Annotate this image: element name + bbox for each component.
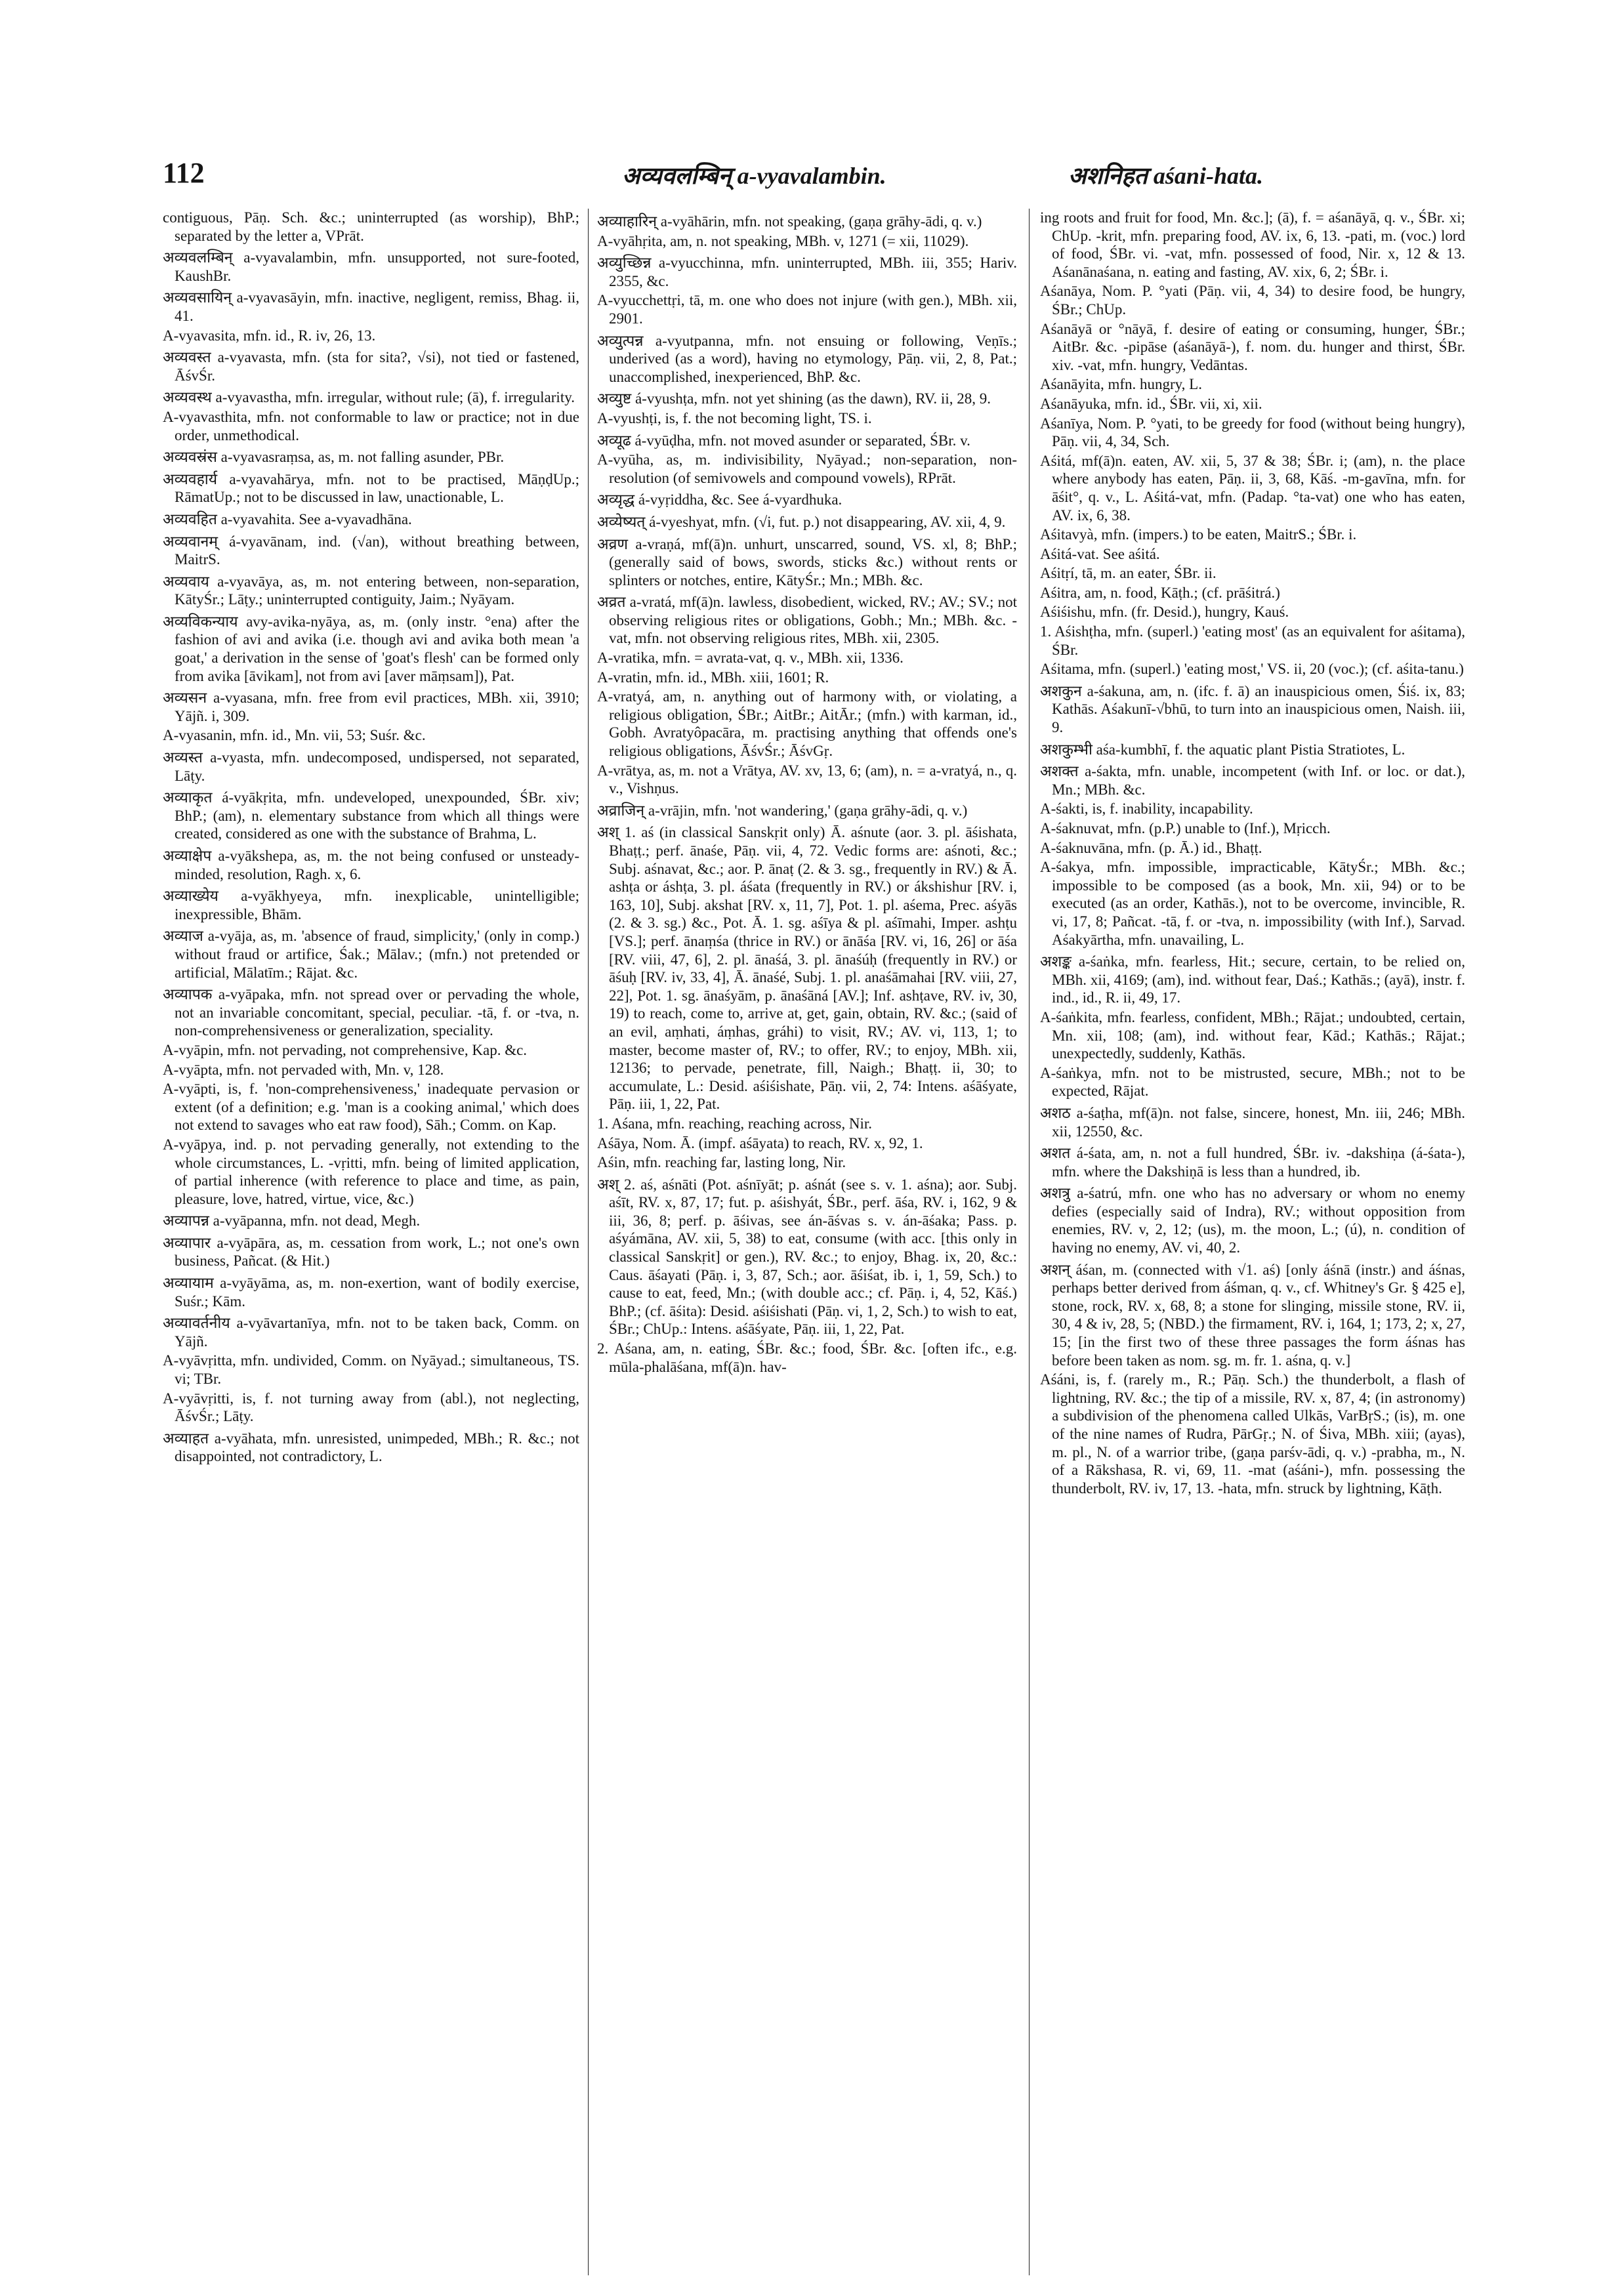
dictionary-entry: अव्यस्त a-vyasta, mfn. undecomposed, undispersed, not separated, Lāṭy. <box>163 749 579 784</box>
dictionary-entry: अशत á-śata, am, n. not a full hundred, ŚBr. iv. -dakshiṇa (á-śata-), mfn. where the Dakshiṇā is less than a hundred, ib. <box>1040 1145 1465 1180</box>
dictionary-entry: A-vratin, mfn. id., MBh. xiii, 1601; R. <box>597 669 829 686</box>
dictionary-entry: Aśanāyita, mfn. hungry, L. <box>1040 376 1202 393</box>
dictionary-entry: A-śaṅkya, mfn. not to be mistrusted, secure, MBh.; not to be expected, Rājat. <box>1040 1064 1465 1100</box>
dictionary-entry: अव्यसन a-vyasana, mfn. free from evil practices, MBh. xii, 3910; Yājñ. i, 309. <box>163 690 579 724</box>
dictionary-entry: अव्यायाम a-vyāyāma, as, m. non-exertion, want of bodily exercise, Suśr.; Kām. <box>163 1275 579 1310</box>
dictionary-entry: A-śaṅkita, mfn. fearless, confident, MBh.; Rājat.; undoubted, certain, Mn. xii, 108; (am), ind. without fear, Kād.; Kathās.; Rājat.; unexpectedly, suddenly, Kathās. <box>1040 1008 1465 1062</box>
dictionary-entry: अव्यवानम् á-vyavānam, ind. (√an), without breathing between, MaitrS. <box>163 533 579 568</box>
dictionary-entry: अव्यवस्त a-vyavasta, mfn. (sta for sita?, √si), not tied or fastened, ĀśvŚr. <box>163 349 579 384</box>
dictionary-entry: A-śaknuvāna, mfn. (p. Ā.) id., Bhaṭṭ. <box>1040 839 1262 856</box>
dictionary-entry: अव्युच्छिन्न a-vyucchinna, mfn. uninterrupted, MBh. iii, 355; Hariv. 2355, &c. <box>597 255 1017 289</box>
dictionary-entry: A-vyavasthita, mfn. not conformable to law or practice; not in due order, unmethodical. <box>163 408 579 444</box>
dictionary-entry: अश् 1. aś (in classical Sanskṛit only) Ā. aśnute (aor. 3. pl. āśishata, Bhaṭṭ.; perf. ānaśe, Pāṇ. vii, 4, 72. Vedic forms are: aśnoti, &c.; Subj. aśnavat, &c.; aor. P. ānaṭ (2. & 3. sg., frequently in RV.) & Ā. ashṭa or áshṭa, 3. pl. áśata (frequently in RV.) or ákshishur [RV. i, 163, 10], Subj. akshat [RV. x, 11, 7], Pot. 1. pl. aśema, Prec. aśyās (2. & 3. sg.) &c., Pot. Ā. 1. sg. aśīya & pl. aśīmahi, Imper. ashṭu [VS.]; perf. ānaṃśa (thrice in RV.) or ānāśa [RV. vi, 16, 26] or āśa [RV. viii, 47, 6], 2. pl. ānaśá, 3. pl. ānaśúḥ (frequently in RV.) or āśuḥ [RV. iv, 33, 4], Ā. ānaśé, Subj. 1. pl. anaśāmahai [RV. viii, 27, 22], Pot. 1. sg. ānaśyām, p. ānaśāná [AV.]; Inf. ashṭave, RV. iv, 30, 19) to reach, come to, arrive at, get, gain, obtain, RV. &c.; (said of an evil, aṃhati, áṃhas, gráhi) to visit, RV.; AV. vi, 113, 1; to master, become master of, RV.; to offer, RV.; to enjoy, MBh. xii, 12136; to pervade, penetrate, fill, Naigh.; Bhaṭṭ. ii, 30; to accumulate, L.: Desid. aśiśishate, Pāṇ. vii, 2, 74: Intens. aśāśyate, Pāṇ. iii, 1, 22, Pat. <box>597 824 1017 1113</box>
dictionary-entry: A-vyāpti, is, f. 'non-comprehensiveness,' inadequate pervasion or extent (of a definition; e.g. 'man is a cooking animal,' which does not extend to savages who eat raw food), Sāh.; Comm. on Kap. <box>163 1081 579 1134</box>
dictionary-entry: अव्यावर्तनीय a-vyāvartanīya, mfn. not to be taken back, Comm. on Yājñ. <box>163 1315 579 1350</box>
dictionary-entry: Aśanīya, Nom. P. °yati, to be greedy for food (without being hungry), Pāṇ. vii, 4, 34, Sch. <box>1040 415 1465 450</box>
dictionary-entry: अव्याख्येय a-vyākhyeya, mfn. inexplicable, unintelligible; inexpressible, Bhām. <box>163 888 579 922</box>
dictionary-entry: अव्यवहार्य a-vyavahārya, mfn. not to be practised, MāṇḍUp.; RāmatUp.; not to be discussed in law, unactionable, L. <box>163 470 579 506</box>
left-guide-word: अव्यवलम्बिन् a-vyavalambin. <box>622 163 886 189</box>
dictionary-entry: अशकुम्भी aśa-kumbhī, f. the aquatic plant Pistia Stratiotes, L. <box>1040 741 1405 758</box>
dictionary-entry: अव्यविकन्याय avy-avika-nyāya, as, m. (only instr. °ena) after the fashion of avi and avika (i.e. though avi and avika both mean 'a goat,' a derivation in the sense of 'goat's flesh' can be formed only from avika [āvikam], not from avi [aver māṃsam]), Pat. <box>163 613 579 684</box>
dictionary-entry: अश् 2. aś, aśnāti (Pot. aśnīyāt; p. aśnát (see s. v. 1. aśna); aor. Subj. aśīt, RV. x, 87, 17; fut. p. aśishyát, ŚBr., perf. āśa, RV. i, 162, 9 & iii, 36, 8; perf. p. āśivas, see án-āśvas s. v. án-āśaka; Pass. p. aśyámāna, AV. xii, 5, 38) to eat, consume (with acc. [this only in classical Sanskṛit] or gen.), RV. &c.; to enjoy, Bhag. ix, 20, &c.: Caus. āśayati (Pāṇ. i, 3, 87, Sch.; aor. āśiśat, ib. i, 1, 59, Sch.) to cause to eat, feed, Mn.; (with double acc.; cf. Pāṇ. i, 4, 52, Kāś.) BhP.; (cf. āśita): Desid. aśiśishati (Pāṇ. vi, 1, 2, Sch.) to wish to eat, ŚBr.; ChUp.: Intens. aśāśyate, Pāṇ. iii, 1, 22, Pat. <box>597 1176 1017 1338</box>
dictionary-entry: Aśāya, Nom. Ā. (impf. aśāyata) to reach, RV. x, 92, 1. <box>597 1134 923 1151</box>
dictionary-entry: Aśiśishu, mfn. (fr. Desid.), hungry, Kauś. <box>1040 604 1289 621</box>
dictionary-entry: अव्येष्यत् á-vyeshyat, mfn. (√i, fut. p.) not disappearing, AV. xii, 4, 9. <box>597 513 1006 530</box>
dictionary-entry: A-vyāvṛitta, mfn. undivided, Comm. on Nyāyad.; simultaneous, TS. vi; TBr. <box>163 1352 579 1388</box>
dictionary-entry: अव्यवलम्बिन् a-vyavalambin, mfn. unsupported, not sure-footed, KaushBr. <box>163 249 579 284</box>
dictionary-entry: अव्रत a-vratá, mf(ā)n. lawless, disobedient, wicked, RV.; AV.; SV.; not observing religious rites or obligations, Gobh.; Mn.; MBh. &c. -vat, mfn. not observing religious rites, MBh. xii, 2305. <box>597 594 1017 647</box>
page-header <box>163 156 1465 202</box>
dictionary-entry: अव्यापन्न a-vyāpanna, mfn. not dead, Megh. <box>163 1212 421 1230</box>
dictionary-entry: अव्युत्पन्न a-vyutpanna, mfn. not ensuing or following, Veṇīs.; underived (as a word), having no etymology, Pāṇ. vii, 2, 8, Pat.; unaccomplished, inexperienced, BhP. &c. <box>597 332 1017 385</box>
dictionary-entry: A-vyūha, as, m. indivisibility, Nyāyad.; non-separation, non-resolution (of semivowels and compound vowels), RPrāt. <box>597 451 1017 486</box>
column-2 <box>597 209 1017 2275</box>
dictionary-entry: अव्यवस्रंस a-vyavasraṃsa, as, m. not falling asunder, PBr. <box>163 449 505 466</box>
dictionary-entry: A-vyasanin, mfn. id., Mn. vii, 53; Suśr. &c. <box>163 727 426 744</box>
dictionary-entry: A-vyushṭi, is, f. the not becoming light, TS. i. <box>597 409 872 426</box>
dictionary-entry: अव्यवहित a-vyavahita. See a-vyavadhāna. <box>163 510 412 527</box>
dictionary-entry: अव्यूढ á-vyūḍha, mfn. not moved asunder or separated, ŚBr. v. <box>597 432 970 449</box>
column-3 <box>1040 209 1465 2275</box>
right-guide-word: अशनिहत aśani-hata. <box>1068 163 1263 189</box>
dictionary-entry: अशन् áśan, m. (connected with √1. aś) [only áśnā (instr.) and áśnas, perhaps better derived from áśman, q. v., cf. Whitney's Gr. § 425 e], stone, rock, RV. x, 68, 8; a stone for slinging, missile stone, RV. ii, 30, 4 & iv, 28, 5; (NBD.) the firmament, RV. i, 164, 1; 173, 2; x, 27, 15; [in the first two of these three passages the form áśnas has before been taken as nom. sg. m. fr. 1. aśna, q. v.] <box>1040 1261 1465 1369</box>
dictionary-entry: A-vratika, mfn. = avrata-vat, q. v., MBh. xii, 1336. <box>597 650 904 667</box>
dictionary-entry: Aśitá-vat. See aśitá. <box>1040 545 1160 562</box>
dictionary-entry: A-vyāpin, mfn. not pervading, not comprehensive, Kap. &c. <box>163 1041 528 1058</box>
dictionary-entry: अव्यवस्थ a-vyavastha, mfn. irregular, without rule; (ā), f. irregularity. <box>163 389 575 406</box>
dictionary-entry: Aśanāya, Nom. P. °yati (Pāṇ. vii, 4, 34) to desire food, be hungry, ŚBr.; ChUp. <box>1040 283 1465 318</box>
dictionary-entry: अव्याक्षेप a-vyākshepa, as, m. the not being confused or unsteady-minded, resolution, Ragh. x, 6. <box>163 848 579 882</box>
dictionary-entry: अव्राजिन् a-vrājin, mfn. 'not wandering,' (gaṇa grāhy-ādi, q. v.) <box>597 802 968 819</box>
dictionary-entry: अशक्त a-śakta, mfn. unable, incompetent (with Inf. or loc. or dat.), Mn.; MBh. &c. <box>1040 763 1465 798</box>
column-1 <box>163 209 579 2275</box>
dictionary-entry: A-vrātya, as, m. not a Vrātya, AV. xv, 13, 6; (am), n. = a-vratyá, n., q. v., Vishṇus. <box>597 762 1017 797</box>
dictionary-entry: अशङ्क a-śaṅka, mfn. fearless, Hit.; secure, certain, to be relied on, MBh. xii, 4169; (am), ind. without fear, Daś.; Kathās.; (ayā), instr. f. ind., id., R. ii, 49, 17. <box>1040 953 1465 1006</box>
dictionary-entry: अव्याहारिन् a-vyāhārin, mfn. not speaking, (gaṇa grāhy-ādi, q. v.) <box>597 213 982 230</box>
dictionary-entry: ing roots and fruit for food, Mn. &c.]; (ā), f. = aśanāyā, q. v., ŚBr. xi; ChUp. -krit, mfn. preparing food, AV. ix, 6, 13. -pati, m. (voc.) lord of food, ŚBr. vi. -vat, mfn. possessed of food, Nir. x, 12 & 13. Aśanānaśana, n. eating and fasting, AV. xix, 6, 2; ŚBr. i. <box>1040 209 1465 280</box>
dictionary-entry: अशठ a-śaṭha, mf(ā)n. not false, sincere, honest, Mn. iii, 246; MBh. xii, 12550, &c. <box>1040 1104 1465 1140</box>
dictionary-entry: Aśitṛí, tā, m. an eater, ŚBr. ii. <box>1040 565 1217 582</box>
dictionary-entry: A-śakti, is, f. inability, incapability. <box>1040 800 1253 817</box>
dictionary-entry: अशत्रु a-śatrú, mfn. one who has no adversary or whom no enemy defies (especially said of Indra), RV.; without opposition from enemies, RV. v, 2, 12; (us), m. the moon, L.; (ú), n. condition of having no enemy, AV. vi, 40, 2. <box>1040 1185 1465 1256</box>
dictionary-entry: 1. Aśana, mfn. reaching, reaching across, Nir. <box>597 1115 872 1132</box>
dictionary-entry: A-śaknuvat, mfn. (p.P.) unable to (Inf.), Mṛicch. <box>1040 820 1331 837</box>
dictionary-entry: अव्याकृत á-vyākṛita, mfn. undeveloped, unexpounded, ŚBr. xiv; BhP.; (am), n. elementary substance from which all things were created, considered as one with the substance of Brahma, L. <box>163 789 579 842</box>
dictionary-entry: अव्याहत a-vyāhata, mfn. unresisted, unimpeded, MBh.; R. &c.; not disappointed, not contradictory, L. <box>163 1430 579 1465</box>
dictionary-entry: 1. Aśishṭha, mfn. (superl.) 'eating most' (as an equivalent for aśitama), ŚBr. <box>1040 623 1465 658</box>
dictionary-entry: A-vyucchettṛi, tā, m. one who does not injure (with gen.), MBh. xii, 2901. <box>597 292 1017 327</box>
dictionary-entry: Aśitá, mf(ā)n. eaten, AV. xii, 5, 37 & 38; ŚBr. i; (am), n. the place where anybody has eaten, Pāṇ. ii, 3, 68, Kāś. -m-gavīna, mfn. for āśit°, q. v., L. Aśitá-vat, mfn. (Padap. °ta-vat) one who has eaten, AV. ix, 6, 38. <box>1040 452 1465 524</box>
dictionary-entry: Aśitra, am, n. food, Kāṭh.; (cf. prāśitrá.) <box>1040 584 1280 601</box>
dictionary-entry: अव्यापार a-vyāpāra, as, m. cessation from work, L.; not one's own business, Pañcat. (& Hit.) <box>163 1234 579 1270</box>
dictionary-entry: अव्याज a-vyāja, as, m. 'absence of fraud, simplicity,' (only in comp.) without fraud or artifice, Śak.; Mālav.; (mfn.) not pretended or artificial, Mālatīm.; Rājat. &c. <box>163 928 579 981</box>
dictionary-entry: अशकुन a-śakuna, am, n. (ifc. f. ā) an inauspicious omen, Śiś. ix, 83; Kathās. Aśakunī-√bhū, to turn into an inauspicious omen, Naish. iii, 9. <box>1040 682 1465 736</box>
dictionary-entry: A-vyavasita, mfn. id., R. iv, 26, 13. <box>163 327 376 344</box>
dictionary-entry: A-vyāpta, mfn. not pervaded with, Mn. v, 128. <box>163 1061 444 1078</box>
dictionary-entry: A-śakya, mfn. impossible, impracticable, KātyŚr.; MBh. &c.; impossible to be composed (as a book, Mn. xii, 94) or to be executed (as an order, Kathās.), not to be overcome, invincible, R. vi, 17, 8; Pañcat. -tā, f. or -tva, n. impossibility (with Inf.), Sarvad. Aśakyārtha, mfn. unavailing, L. <box>1040 859 1465 948</box>
dictionary-entry: अव्यापक a-vyāpaka, mfn. not spread over or pervading the whole, not an invariable concomitant, special, peculiar. -tā, f. or -tva, n. non-comprehensiveness or generalization, speciality. <box>163 986 579 1039</box>
dictionary-entry: Aśanāyā or °nāyā, f. desire of eating or consuming, hunger, ŚBr.; AitBr. &c. -pipāse (aśanāyā-), f. nom. du. hunger and thirst, ŚBr. xiv. -vat, mfn. hungry, Vedāntas. <box>1040 320 1465 373</box>
dictionary-entry: अव्रण a-vraṇá, mf(ā)n. unhurt, unscarred, sound, VS. xl, 8; BhP.; (generally said of bows, swords, sticks &c.) without rents or splinters or notches, entire, KātyŚr.; Mn.; MBh. &c. <box>597 535 1017 589</box>
dictionary-entry: A-vyāhṛita, am, n. not speaking, MBh. v, 1271 (= xii, 11029). <box>597 232 969 249</box>
column-rule <box>588 209 589 2275</box>
dictionary-entry: A-vyāpya, ind. p. not pervading generally, not extending to the whole circumstances, L. -vṛitti, mfn. being of limited application, of partial inherence (with reference to place and time, as pain, pleasure, love, hatred, virtue, vice, &c.) <box>163 1136 579 1207</box>
dictionary-entry: Aśanāyuka, mfn. id., ŚBr. vii, xi, xii. <box>1040 395 1262 412</box>
dictionary-entry: Aśin, mfn. reaching far, lasting long, Nir. <box>597 1154 846 1171</box>
dictionary-entry: A-vyāvṛitti, is, f. not turning away from (abl.), not neglecting, ĀśvŚr.; Lāṭy. <box>163 1390 579 1425</box>
column-rule <box>1029 209 1030 2275</box>
dictionary-entry: अव्यवसायिन् a-vyavasāyin, mfn. inactive, negligent, remiss, Bhag. ii, 41. <box>163 289 579 324</box>
dictionary-entry: अव्यवाय a-vyavāya, as, m. not entering between, non-separation, KātyŚr.; Lāṭy.; uninterrupted contiguity, Jaim.; Nyāyam. <box>163 573 579 608</box>
dictionary-entry: Aśáni, is, f. (rarely m., R.; Pāṇ. Sch.) the thunderbolt, a flash of lightning, RV. &c.; the tip of a missile, RV. x, 87, 4; (in astronomy) a subdivision of the phenomena called Ulkās, VarBṛS.; (is), m. one of the nine names of Rudra, PārGṛ.; N. of Śiva, MBh. xiii; (ayas), m. pl., N. of a warrior tribe, (gaṇa parśv-ādi, q. v.) -prabha, m., N. of a Rākshasa, R. vi, 69, 11. -mat (aśáni-), mfn. possessing the thunderbolt, RV. iv, 17, 13. -hata, mfn. struck by lightning, Kāṭh. <box>1040 1371 1465 1497</box>
dictionary-entry: Aśitama, mfn. (superl.) 'eating most,' VS. ii, 20 (voc.); (cf. aśita-tanu.) <box>1040 661 1464 678</box>
dictionary-entry: अव्युष्ट á-vyushṭa, mfn. not yet shining (as the dawn), RV. ii, 28, 9. <box>597 390 991 407</box>
dictionary-entry: 2. Aśana, am, n. eating, ŚBr. &c.; food, ŚBr. &c. [often ifc., e.g. mūla-phalāśana, mf(ā)n. hav- <box>597 1340 1017 1375</box>
dictionary-entry: Aśitavyà, mfn. (impers.) to be eaten, MaitrS.; ŚBr. i. <box>1040 526 1357 543</box>
dictionary-entry: अव्यृद्ध á-vyṛiddha, &c. See á-vyardhuka. <box>597 491 843 508</box>
dictionary-entry: A-vratyá, am, n. anything out of harmony with, or violating, a religious obligation, ŚBr.; AitBr.; AitĀr.; (mfn.) with karman, id., Gobh. Avratyôpacāra, m. practising anything that offends one's religious obligations, ĀśvŚr.; ĀśvGṛ. <box>597 688 1017 760</box>
dictionary-entry: contiguous, Pāṇ. Sch. &c.; uninterrupted (as worship), BhP.; separated by the letter a, VPrāt. <box>163 209 579 244</box>
page-number: 112 <box>163 157 205 189</box>
